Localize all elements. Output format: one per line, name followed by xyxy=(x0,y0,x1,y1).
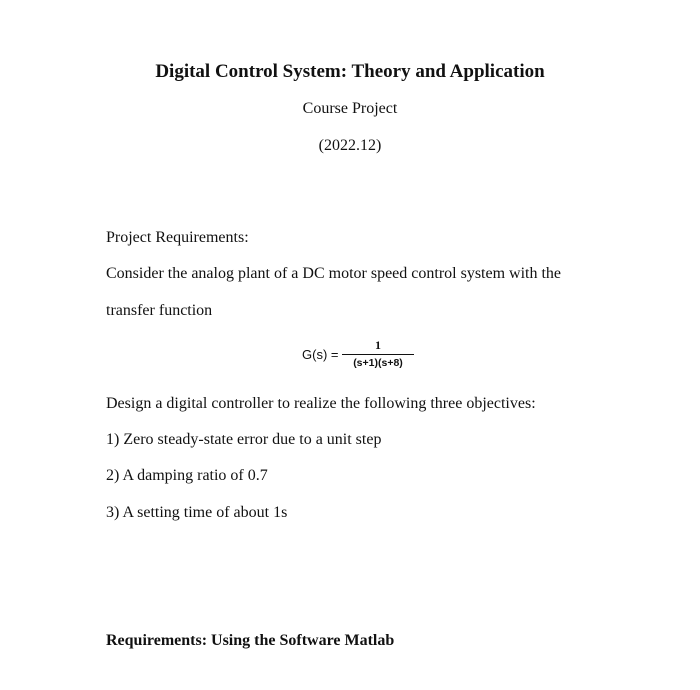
objective-item: 2) A damping ratio of 0.7 xyxy=(106,467,268,484)
equation-lhs: G(s) = xyxy=(302,347,339,362)
software-requirement: Requirements: Using the Software Matlab xyxy=(106,632,395,649)
document-subtitle: Course Project xyxy=(302,100,398,117)
document-title: Digital Control System: Theory and Application xyxy=(155,61,545,82)
design-line: Design a digital controller to realize the following three objectives: xyxy=(106,395,536,412)
equation-denominator: (s+1)(s+8) xyxy=(353,357,403,369)
equation-fraction xyxy=(342,338,414,370)
fraction-bar xyxy=(342,354,414,355)
equation-numerator: 1 xyxy=(375,338,381,352)
transfer-function-equation xyxy=(302,338,432,378)
document-date: (2022.12) xyxy=(318,137,382,154)
intro-line-2: transfer function xyxy=(106,302,213,319)
objective-item: 1) Zero steady-state error due to a unit step xyxy=(106,431,382,448)
objective-item: 3) A setting time of about 1s xyxy=(106,504,288,521)
section-label: Project Requirements: xyxy=(106,229,249,246)
intro-line-1: Consider the analog plant of a DC motor speed control system with the xyxy=(106,265,562,282)
